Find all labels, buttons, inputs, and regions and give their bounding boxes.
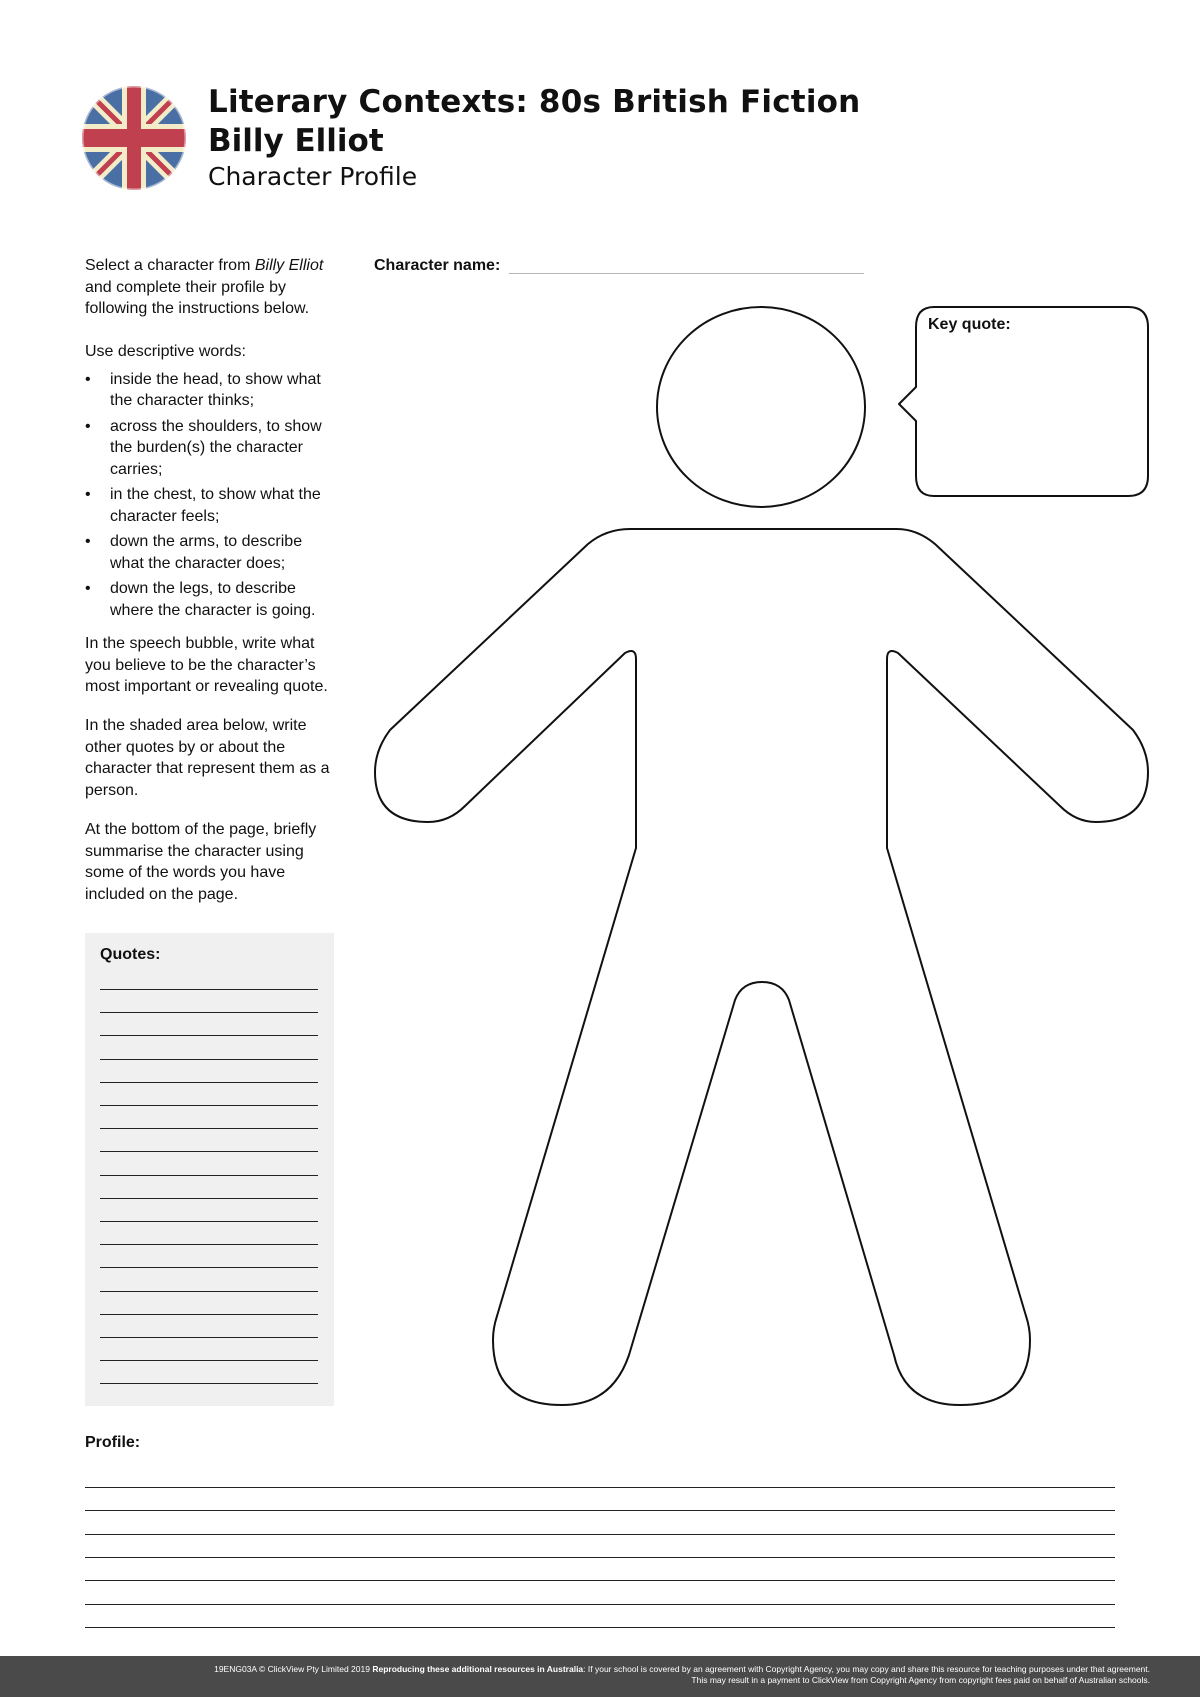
- descriptive-heading: Use descriptive words:: [85, 343, 246, 360]
- list-item: • inside the head, to show what the character thinks;: [85, 369, 335, 412]
- profile-writing-line[interactable]: [85, 1510, 1115, 1511]
- document-heading: Character Profile: [208, 162, 418, 191]
- profile-label: Profile:: [85, 1434, 141, 1451]
- list-item: • down the legs, to describe where the character is going.: [85, 578, 335, 621]
- list-item: • across the shoulders, to show the burden(s) the character carries;: [85, 416, 335, 481]
- key-quote-label: Key quote:: [928, 316, 1011, 333]
- footer-line-1: 19ENG03A © ClickView Pty Limited 2019 Reproducing these additional resources in Australia: If your school is covered by an agreement with Copyright Agency, you may copy and share this resource for teaching purposes under that agreement.: [214, 1664, 1150, 1674]
- profile-writing-line[interactable]: [85, 1580, 1115, 1581]
- instructions-bottom: At the bottom of the page, briefly summarise the character using some of the words you have included on the page.: [85, 821, 317, 903]
- body-outline[interactable]: [375, 529, 1148, 1405]
- profile-writing-line[interactable]: [85, 1627, 1115, 1628]
- footer: [0, 1656, 1200, 1697]
- profile-writing-line[interactable]: [85, 1534, 1115, 1535]
- profile-writing-line[interactable]: [85, 1487, 1115, 1488]
- character-name-label: Character name:: [374, 257, 501, 274]
- speech-bubble[interactable]: [899, 307, 1148, 496]
- head-outline[interactable]: [657, 307, 865, 507]
- instructions-shaded-area: In the shaded area below, write other quotes by or about the character that represent them as a person.: [85, 717, 330, 799]
- footer-line-2: This may result in a payment to ClickView from Copyright Agency from copyright fees paid on behalf of Australian schools.: [691, 1675, 1150, 1685]
- quotes-label: Quotes:: [100, 946, 161, 963]
- instructions-intro: Select a character from Billy Elliot and complete their profile by following the instructions below.: [85, 257, 324, 317]
- list-item: • down the arms, to describe what the character does;: [85, 531, 335, 574]
- instructions-speech-bubble: In the speech bubble, write what you believe to be the character’s most important or revealing quote.: [85, 635, 328, 695]
- document-title: Literary Contexts: 80s British Fiction: [208, 84, 861, 120]
- list-item: • in the chest, to show what the character feels;: [85, 484, 335, 527]
- profile-writing-line[interactable]: [85, 1557, 1115, 1558]
- profile-writing-line[interactable]: [85, 1604, 1115, 1605]
- document-subtitle: Billy Elliot: [208, 123, 384, 159]
